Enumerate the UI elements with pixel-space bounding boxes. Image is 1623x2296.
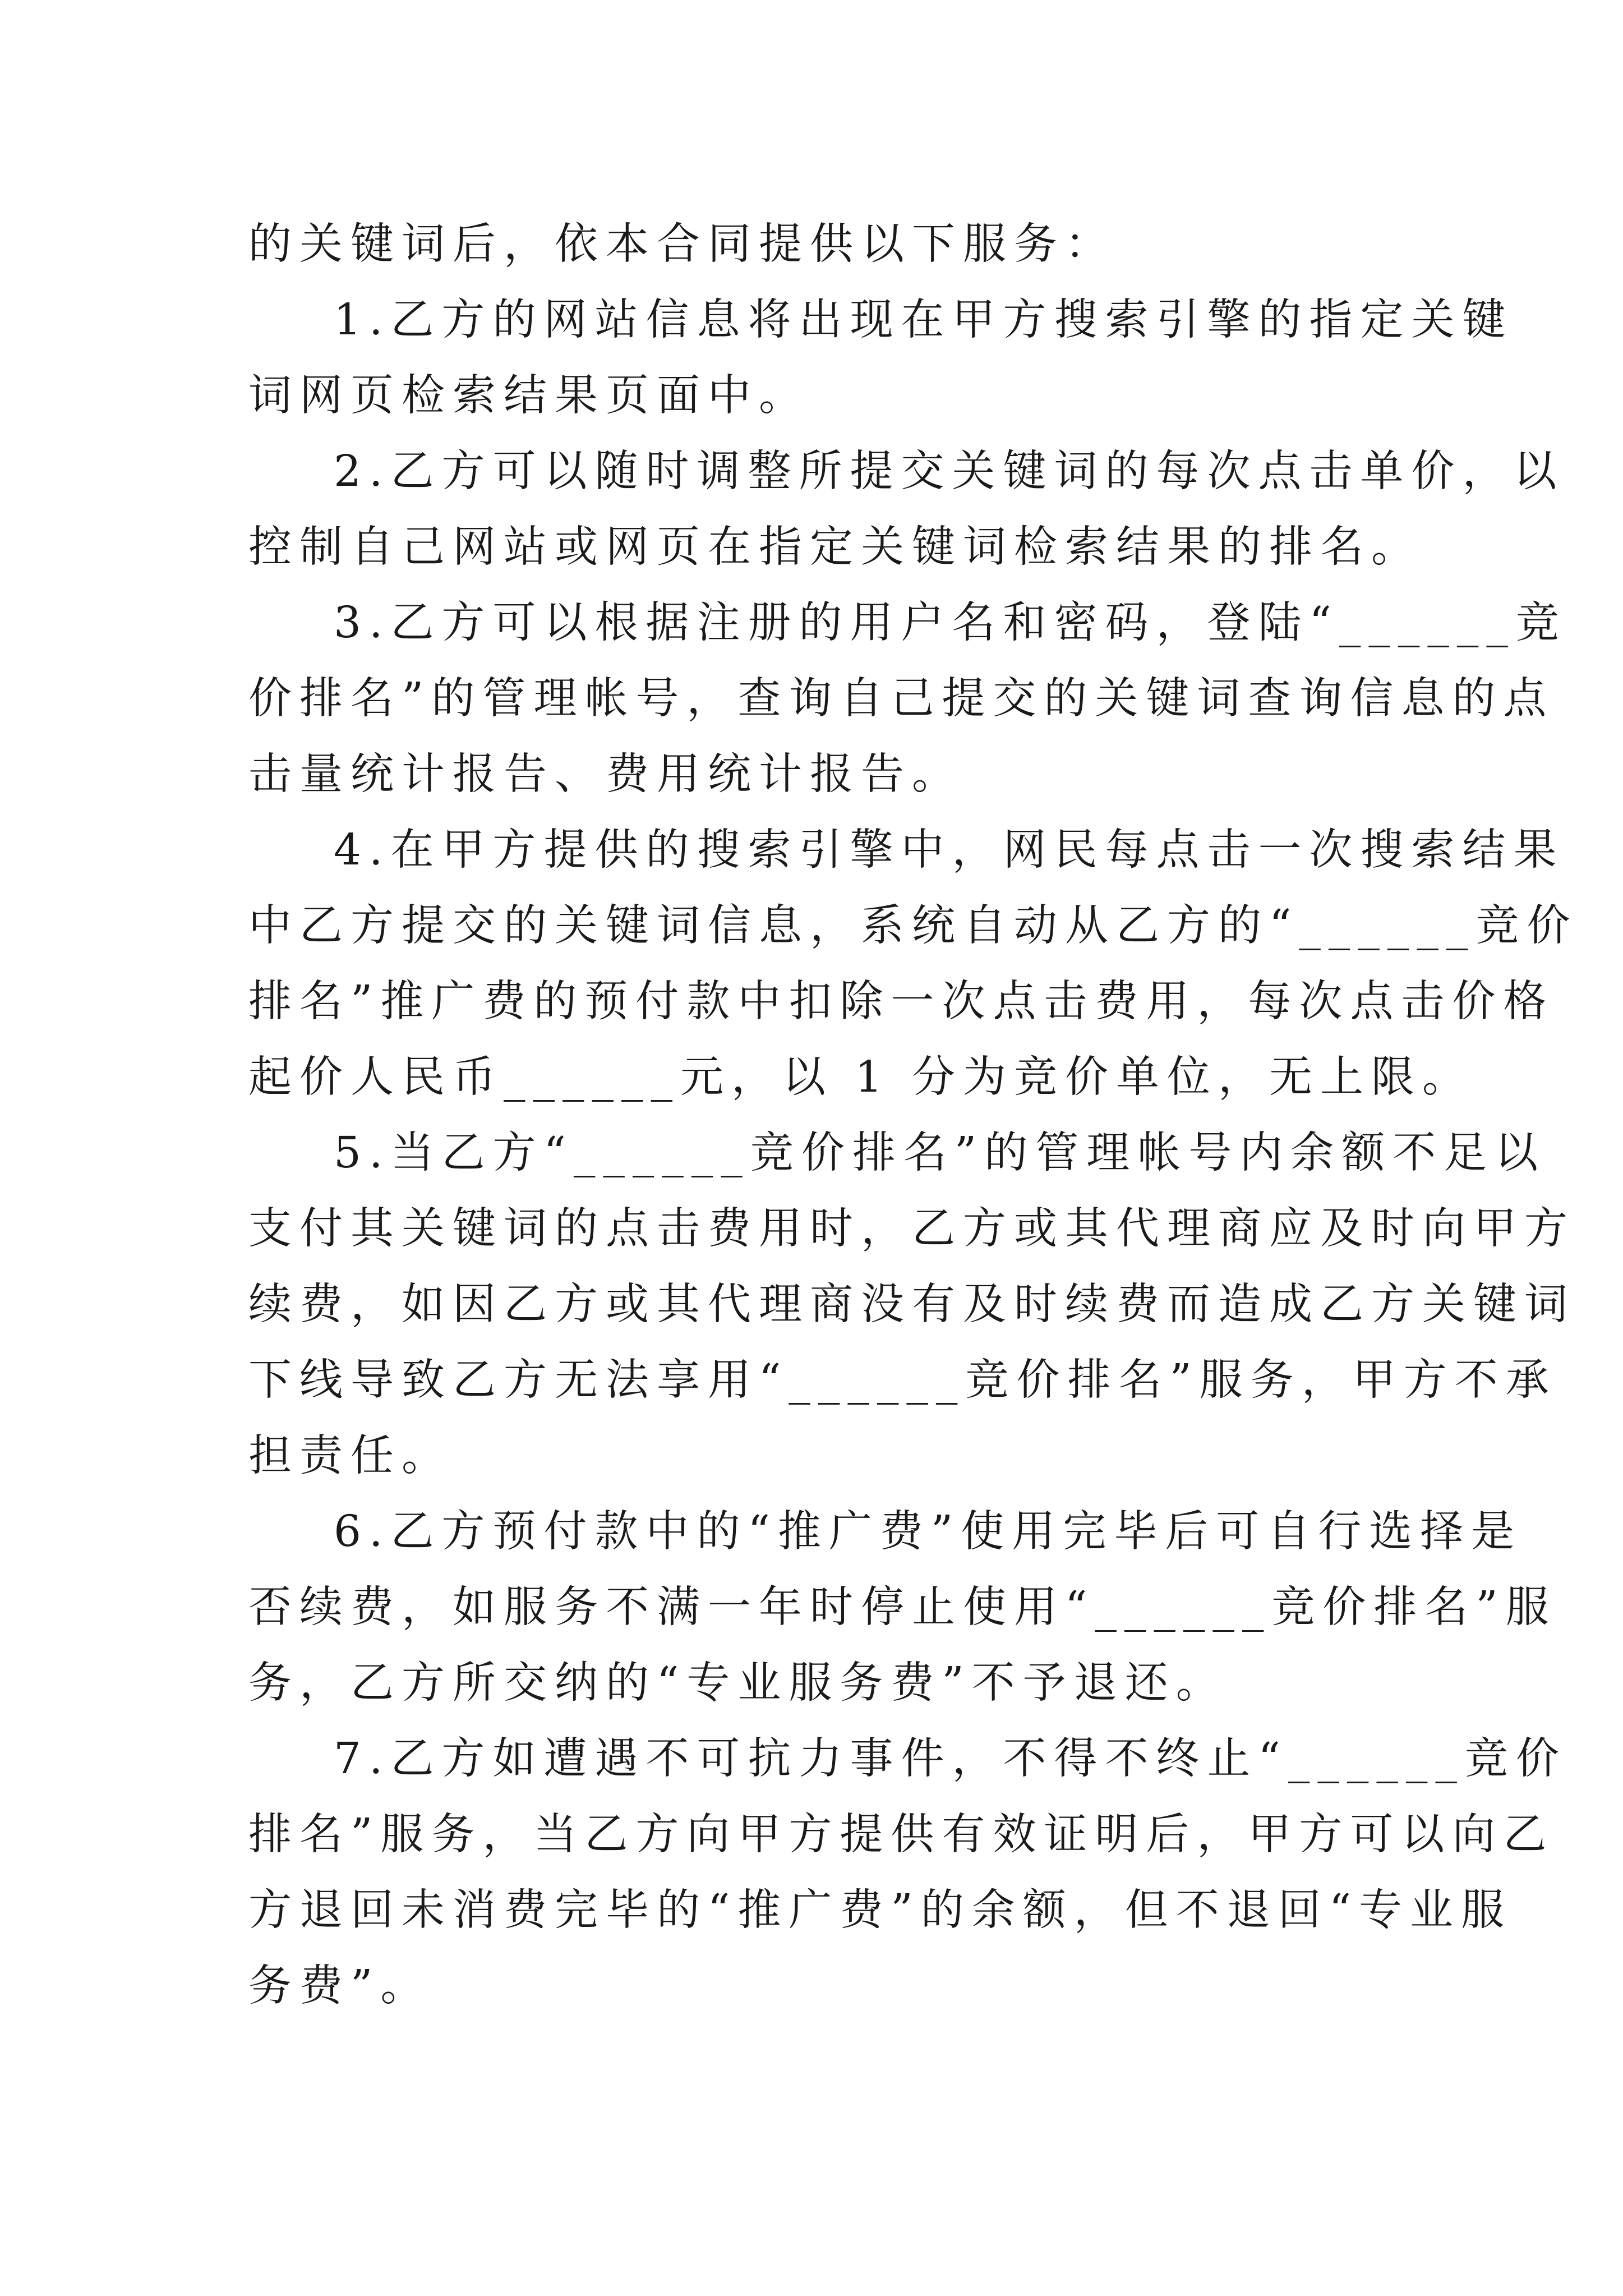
text-line: 排名”推广费的预付款中扣除一次点击费用，每次点击价格 xyxy=(248,977,1555,1027)
text-line: 控制自己网站或网页在指定关键词检索结果的排名。 xyxy=(248,522,1422,572)
text-line: 7.乙方如遭遇不可抗力事件，不得不终止“______竞价 xyxy=(334,1734,1567,1784)
text-line: 担责任。 xyxy=(248,1431,453,1481)
text-line: 务，乙方所交纳的“专业服务费”不予退还。 xyxy=(248,1658,1227,1708)
text-line: 方退回未消费完毕的“推广费”的余额，但不退回“专业服 xyxy=(248,1885,1513,1935)
text-line: 2.乙方可以随时调整所提交关键词的每次点击单价，以 xyxy=(334,447,1565,496)
text-line: 起价人民币______元，以 1 分为竞价单位，无上限。 xyxy=(248,1052,1473,1102)
text-line: 词网页检索结果页面中。 xyxy=(248,371,810,421)
text-line: 下线导致乙方无法享用“______竞价排名”服务，甲方不承 xyxy=(248,1355,1557,1405)
text-line: 4.在甲方提供的搜索引擎中，网民每点击一次搜索结果 xyxy=(334,825,1565,875)
text-line: 3.乙方可以根据注册的用户名和密码，登陆“______竞 xyxy=(334,598,1567,648)
text-line: 6.乙方预付款中的“推广费”使用完毕后可自行选择是 xyxy=(334,1507,1523,1557)
text-line: 务费”。 xyxy=(248,1961,432,2011)
text-line: 1.乙方的网站信息将出现在甲方搜索引擎的指定关键 xyxy=(334,295,1514,345)
text-line: 5.当乙方“______竞价排名”的管理帐号内余额不足以 xyxy=(334,1128,1546,1178)
text-line: 击量统计报告、费用统计报告。 xyxy=(248,749,963,799)
text-line: 价排名”的管理帐号，查询自己提交的关键词查询信息的点 xyxy=(248,674,1555,724)
text-line: 续费，如因乙方或其代理商没有及时续费而造成乙方关键词 xyxy=(248,1280,1575,1329)
text-line: 支付其关键词的点击费用时，乙方或其代理商应及时向甲方 xyxy=(248,1204,1575,1254)
text-line: 中乙方提交的关键词信息，系统自动从乙方的“______竞价 xyxy=(248,901,1578,951)
text-line: 的关键词后，依本合同提供以下服务： xyxy=(248,219,1116,269)
text-line: 否续费，如服务不满一年时停止使用“______竞价排名”服 xyxy=(248,1582,1557,1632)
text-line: 排名”服务，当乙方向甲方提供有效证明后，甲方可以向乙 xyxy=(248,1810,1555,1860)
